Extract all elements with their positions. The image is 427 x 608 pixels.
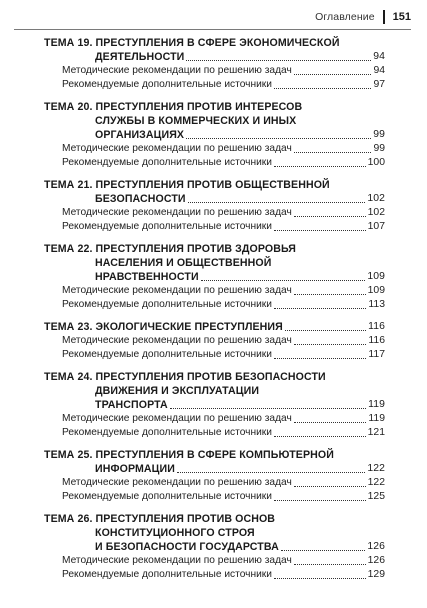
dot-leader bbox=[285, 330, 366, 331]
toc-page-number: 119 bbox=[368, 413, 385, 424]
toc-topic-title-line-row[interactable] bbox=[44, 384, 385, 398]
toc-topic-title-line: ПРЕСТУПЛЕНИЯ В СФЕРЕ КОМПЬЮТЕРНОЙ bbox=[95, 449, 334, 461]
toc-page-number: 109 bbox=[367, 285, 385, 296]
dot-leader bbox=[274, 500, 366, 501]
toc-topic-title-row[interactable] bbox=[44, 320, 385, 334]
toc-topic-title-row[interactable] bbox=[44, 270, 385, 284]
toc-subentry-text: Методические рекомендации по решению задач bbox=[62, 285, 292, 296]
toc-topic-title-line: СЛУЖБЫ В КОММЕРЧЕСКИХ И ИНЫХ bbox=[95, 115, 297, 127]
dot-leader bbox=[274, 166, 366, 167]
toc-topic-title-line: ИНФОРМАЦИИ bbox=[95, 463, 175, 475]
toc-subentry-text: Методические рекомендации по решению задач bbox=[62, 65, 292, 76]
toc-topic-title-line: КОНСТИТУЦИОННОГО СТРОЯ bbox=[95, 527, 255, 539]
toc-subentry[interactable] bbox=[44, 348, 385, 362]
toc-topic-title-line: ПРЕСТУПЛЕНИЯ В СФЕРЕ ЭКОНОМИЧЕСКОЙ bbox=[95, 37, 340, 49]
dot-leader bbox=[294, 152, 372, 153]
toc-subentry[interactable] bbox=[44, 220, 385, 234]
toc-topic-title-row[interactable] bbox=[44, 50, 385, 64]
toc-topic-title-line-row[interactable] bbox=[44, 242, 385, 256]
toc-subentry[interactable] bbox=[44, 334, 385, 348]
toc-topic-title-line: НАСЕЛЕНИЯ И ОБЩЕСТВЕННОЙ bbox=[95, 257, 272, 269]
toc-page-number: 119 bbox=[368, 399, 385, 410]
toc-page-number: 113 bbox=[368, 299, 385, 310]
toc-topic-label: ТЕМА 20. bbox=[44, 101, 93, 113]
toc-topic-title-line-row[interactable] bbox=[44, 36, 385, 50]
toc-topic bbox=[44, 100, 385, 170]
toc-topic-label: ТЕМА 21. bbox=[44, 179, 93, 191]
toc-page-number: 107 bbox=[367, 221, 385, 232]
toc-subentry-text: Рекомендуемые дополнительные источники bbox=[62, 569, 272, 580]
toc-subentry[interactable] bbox=[44, 490, 385, 504]
dot-leader bbox=[274, 358, 367, 359]
toc-subentry[interactable] bbox=[44, 568, 385, 582]
toc-topic bbox=[44, 320, 385, 362]
toc-topic-title-line: БЕЗОПАСНОСТИ bbox=[95, 193, 186, 205]
toc-subentry-text: Рекомендуемые дополнительные источники bbox=[62, 157, 272, 168]
toc-topic-title-line-row[interactable] bbox=[44, 370, 385, 384]
toc-subentry[interactable] bbox=[44, 412, 385, 426]
toc-topic-label: ТЕМА 22. bbox=[44, 243, 93, 255]
dot-leader bbox=[188, 202, 366, 203]
toc-page-number: 116 bbox=[368, 335, 385, 346]
dot-leader bbox=[294, 486, 366, 487]
dot-leader bbox=[274, 230, 366, 231]
table-of-contents bbox=[44, 36, 385, 590]
toc-subentry[interactable] bbox=[44, 64, 385, 78]
dot-leader bbox=[170, 408, 366, 409]
toc-page-number: 100 bbox=[367, 157, 385, 168]
running-head bbox=[315, 8, 411, 26]
dot-leader bbox=[281, 550, 366, 551]
toc-subentry-text: Методические рекомендации по решению задач bbox=[62, 477, 292, 488]
toc-subentry-text: Рекомендуемые дополнительные источники bbox=[62, 491, 272, 502]
toc-page-number: 97 bbox=[373, 79, 385, 90]
toc-page-number: 102 bbox=[367, 207, 385, 218]
dot-leader bbox=[274, 578, 366, 579]
toc-topic bbox=[44, 178, 385, 234]
toc-subentry-text: Методические рекомендации по решению задач bbox=[62, 143, 292, 154]
toc-topic-title-line: ПРЕСТУПЛЕНИЯ ПРОТИВ ОБЩЕСТВЕННОЙ bbox=[95, 179, 330, 191]
page-number: 151 bbox=[392, 11, 411, 23]
toc-topic-title-line: ЭКОЛОГИЧЕСКИЕ ПРЕСТУПЛЕНИЯ bbox=[95, 321, 283, 333]
toc-subentry[interactable] bbox=[44, 476, 385, 490]
dot-leader bbox=[177, 472, 365, 473]
dot-leader bbox=[186, 138, 371, 139]
toc-topic-label: ТЕМА 26. bbox=[44, 513, 93, 525]
toc-page-number: 126 bbox=[367, 555, 385, 566]
toc-subentry[interactable] bbox=[44, 206, 385, 220]
toc-page-number: 99 bbox=[373, 143, 385, 154]
toc-topic-title-line: ПРЕСТУПЛЕНИЯ ПРОТИВ ЗДОРОВЬЯ bbox=[95, 243, 296, 255]
toc-subentry-text: Методические рекомендации по решению задач bbox=[62, 413, 292, 424]
toc-topic bbox=[44, 512, 385, 582]
toc-topic-label: ТЕМА 25. bbox=[44, 449, 93, 461]
toc-page-number: 109 bbox=[367, 271, 385, 282]
toc-subentry[interactable] bbox=[44, 156, 385, 170]
toc-topic-title-row[interactable] bbox=[44, 540, 385, 554]
toc-topic-title-line-row[interactable] bbox=[44, 256, 385, 270]
toc-page-number: 129 bbox=[367, 569, 385, 580]
running-head-divider bbox=[383, 10, 385, 24]
toc-topic-title-line-row[interactable] bbox=[44, 512, 385, 526]
toc-subentry[interactable] bbox=[44, 554, 385, 568]
toc-subentry-text: Рекомендуемые дополнительные источники bbox=[62, 79, 272, 90]
toc-topic-title-line: ПРЕСТУПЛЕНИЯ ПРОТИВ ОСНОВ bbox=[95, 513, 276, 525]
toc-topic-title-row[interactable] bbox=[44, 128, 385, 142]
toc-page-number: 116 bbox=[368, 321, 385, 332]
toc-topic-title-line: ОРГАНИЗАЦИЯХ bbox=[95, 129, 185, 141]
toc-topic-label: ТЕМА 23. bbox=[44, 321, 93, 333]
toc-topic bbox=[44, 448, 385, 504]
toc-topic bbox=[44, 36, 385, 92]
dot-leader bbox=[294, 344, 367, 345]
toc-page-number: 102 bbox=[367, 193, 385, 204]
toc-page-number: 122 bbox=[367, 463, 385, 474]
dot-leader bbox=[186, 60, 371, 61]
dot-leader bbox=[294, 422, 367, 423]
dot-leader bbox=[294, 74, 372, 75]
toc-page-number: 99 bbox=[373, 129, 385, 140]
dot-leader bbox=[274, 88, 372, 89]
toc-topic-title-line: НРАВСТВЕННОСТИ bbox=[95, 271, 199, 283]
dot-leader bbox=[274, 436, 366, 437]
toc-topic-title-row[interactable] bbox=[44, 398, 385, 412]
toc-topic-title-line: И БЕЗОПАСНОСТИ ГОСУДАРСТВА bbox=[95, 541, 279, 553]
toc-topic-title-line: ПРЕСТУПЛЕНИЯ ПРОТИВ ИНТЕРЕСОВ bbox=[95, 101, 303, 113]
toc-subentry-text: Рекомендуемые дополнительные источники bbox=[62, 349, 272, 360]
toc-topic bbox=[44, 370, 385, 440]
toc-subentry[interactable] bbox=[44, 78, 385, 92]
toc-topic-title-line: ДВИЖЕНИЯ И ЭКСПЛУАТАЦИИ bbox=[95, 385, 260, 397]
toc-subentry-text: Рекомендуемые дополнительные источники bbox=[62, 221, 272, 232]
toc-subentry-text: Методические рекомендации по решению задач bbox=[62, 335, 292, 346]
toc-subentry[interactable] bbox=[44, 426, 385, 440]
toc-topic-title-line: ТРАНСПОРТА bbox=[95, 399, 168, 411]
toc-page-number: 94 bbox=[373, 51, 385, 62]
header-rule bbox=[14, 29, 411, 30]
dot-leader bbox=[294, 564, 366, 565]
toc-subentry-text: Методические рекомендации по решению задач bbox=[62, 555, 292, 566]
toc-page-number: 122 bbox=[367, 477, 385, 488]
toc-topic-label: ТЕМА 19. bbox=[44, 37, 93, 49]
running-head-section: Оглавление bbox=[315, 11, 375, 23]
toc-topic-title-line-row[interactable] bbox=[44, 114, 385, 128]
toc-subentry[interactable] bbox=[44, 284, 385, 298]
toc-topic bbox=[44, 242, 385, 312]
toc-topic-title-line-row[interactable] bbox=[44, 178, 385, 192]
dot-leader bbox=[294, 294, 366, 295]
toc-page-number: 126 bbox=[367, 541, 385, 552]
toc-topic-title-line: ДЕЯТЕЛЬНОСТИ bbox=[95, 51, 185, 63]
dot-leader bbox=[201, 280, 366, 281]
dot-leader bbox=[274, 308, 367, 309]
toc-topic-label: ТЕМА 24. bbox=[44, 371, 93, 383]
toc-subentry[interactable] bbox=[44, 142, 385, 156]
toc-topic-title-line-row[interactable] bbox=[44, 448, 385, 462]
toc-page-number: 94 bbox=[373, 65, 385, 76]
toc-subentry-text: Рекомендуемые дополнительные источники bbox=[62, 427, 272, 438]
toc-topic-title-row[interactable] bbox=[44, 192, 385, 206]
toc-page-number: 121 bbox=[367, 427, 385, 438]
toc-topic-title-line: ПРЕСТУПЛЕНИЯ ПРОТИВ БЕЗОПАСНОСТИ bbox=[95, 371, 326, 383]
toc-page-number: 125 bbox=[367, 491, 385, 502]
toc-topic-title-line-row[interactable] bbox=[44, 100, 385, 114]
dot-leader bbox=[294, 216, 366, 217]
toc-topic-title-line-row[interactable] bbox=[44, 526, 385, 540]
toc-subentry-text: Рекомендуемые дополнительные источники bbox=[62, 299, 272, 310]
toc-subentry[interactable] bbox=[44, 298, 385, 312]
toc-page-number: 117 bbox=[368, 349, 385, 360]
toc-subentry-text: Методические рекомендации по решению задач bbox=[62, 207, 292, 218]
toc-topic-title-row[interactable] bbox=[44, 462, 385, 476]
